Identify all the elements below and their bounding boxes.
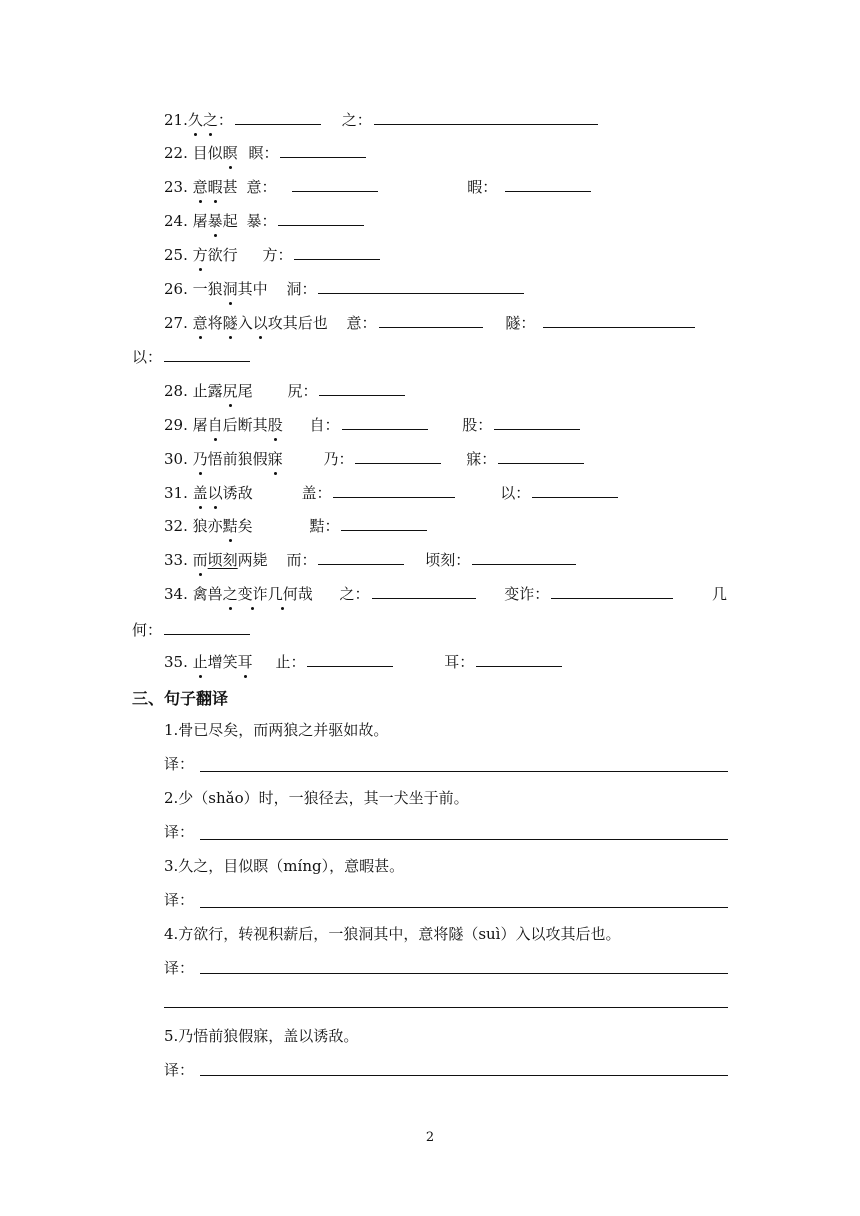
item-35: 35. 止增笑耳 止： 耳： — [164, 652, 562, 674]
sentence-2: 2.少（shǎo）时，一狼径去，其一犬坐于前。 — [164, 789, 469, 807]
answer-blank[interactable] — [551, 584, 673, 599]
item-22: 22. 目似瞑 瞑： — [164, 143, 366, 165]
answer-blank[interactable] — [318, 550, 404, 565]
answer-blank[interactable] — [374, 110, 598, 125]
answer-blank[interactable] — [543, 313, 695, 328]
translation-label: 译： — [164, 823, 195, 841]
item-27: 27. 意将隧入以攻其后也 意： 隧： — [164, 313, 695, 335]
translation-line[interactable] — [200, 839, 728, 840]
answer-blank[interactable] — [164, 347, 250, 362]
answer-blank[interactable] — [379, 313, 483, 328]
item-28: 28. 止露尻尾 尻： — [164, 381, 405, 403]
answer-blank[interactable] — [235, 110, 321, 125]
item-29: 29. 屠自后断其股 自： 股： — [164, 415, 580, 437]
section-heading: 三、句子翻译 — [132, 689, 229, 708]
translation-line[interactable] — [200, 973, 728, 974]
item-34-continued: 何： — [132, 620, 250, 642]
item-25: 25. 方欲行 方： — [164, 245, 380, 267]
translation-label: 译： — [164, 755, 195, 773]
answer-blank[interactable] — [494, 415, 580, 430]
answer-blank[interactable] — [472, 550, 576, 565]
answer-blank[interactable] — [372, 584, 476, 599]
answer-blank[interactable] — [164, 620, 250, 635]
answer-blank[interactable] — [498, 449, 584, 464]
answer-blank[interactable] — [278, 211, 364, 226]
answer-blank[interactable] — [280, 143, 366, 158]
answer-blank[interactable] — [333, 483, 455, 498]
translation-line[interactable] — [200, 771, 728, 772]
item-30: 30. 乃悟前狼假寐 乃： 寐： — [164, 449, 584, 471]
sentence-4: 4.方欲行，转视积薪后，一狼洞其中，意将隧（suì）入以攻其后也。 — [164, 925, 621, 943]
item-23: 23. 意暇甚 意： 暇： — [164, 177, 591, 199]
translation-line-extra[interactable] — [164, 1007, 728, 1008]
answer-blank[interactable] — [342, 415, 428, 430]
translation-label: 译： — [164, 959, 195, 977]
item-26: 26. 一狼洞其中 洞： — [164, 279, 524, 301]
answer-blank[interactable] — [532, 483, 618, 498]
item-21: 21.久之： 之： — [164, 110, 598, 132]
item-27-continued: 以： — [132, 347, 250, 369]
answer-blank[interactable] — [307, 652, 393, 667]
item-33: 33. 而顷刻两毙 而： 顷刻： — [164, 550, 576, 572]
item-24: 24. 屠暴起 暴： — [164, 211, 364, 233]
item-34-wrap-char: 几 — [712, 585, 728, 603]
item-31: 31. 盖以诱敌 盖： 以： — [164, 483, 618, 505]
sentence-5: 5.乃悟前狼假寐，盖以诱敌。 — [164, 1027, 359, 1045]
translation-line[interactable] — [200, 907, 728, 908]
sentence-1: 1.骨已尽矣，而两狼之并驱如故。 — [164, 721, 389, 739]
translation-label: 译： — [164, 1061, 195, 1079]
answer-blank[interactable] — [355, 449, 441, 464]
answer-blank[interactable] — [318, 279, 524, 294]
answer-blank[interactable] — [319, 381, 405, 396]
item-34: 34. 禽兽之变诈几何哉 之： 变诈： — [164, 584, 673, 606]
page-number: 2 — [425, 1130, 435, 1145]
translation-label: 译： — [164, 891, 195, 909]
sentence-3: 3.久之，目似瞑（míng），意暇甚。 — [164, 857, 405, 875]
answer-blank[interactable] — [294, 245, 380, 260]
item-32: 32. 狼亦黠矣 黠： — [164, 516, 427, 538]
translation-line[interactable] — [200, 1075, 728, 1076]
answer-blank[interactable] — [341, 516, 427, 531]
answer-blank[interactable] — [476, 652, 562, 667]
answer-blank[interactable] — [292, 177, 378, 192]
answer-blank[interactable] — [505, 177, 591, 192]
